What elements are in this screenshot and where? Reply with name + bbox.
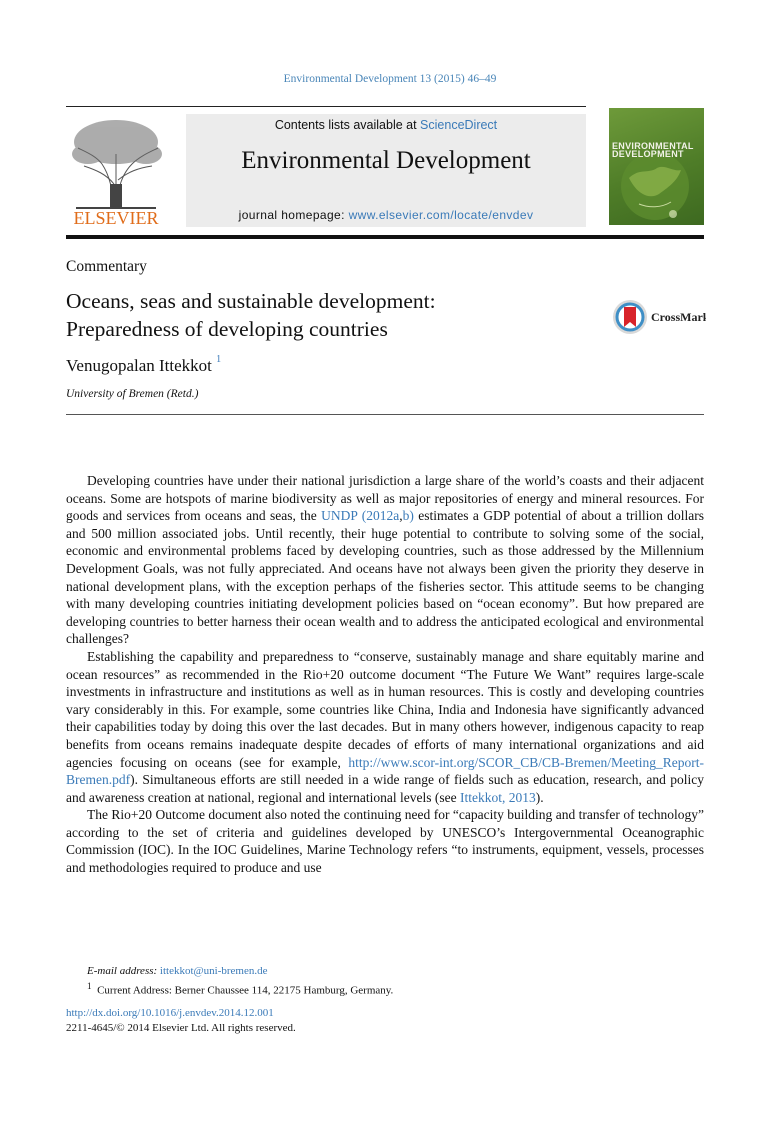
- crossmark-icon: [612, 299, 706, 335]
- author-name: [66, 356, 221, 376]
- undp-2012a-citation[interactable]: UNDP (2012a: [321, 508, 400, 524]
- p1-text-b: estimates a GDP potential of about a trillion dollars and 500 million associated jobs. Until recently, their huge potential to contribute to solving some of the social, economic and environmental problems faced by developing countries, such as those addressed by the Millennium Development Goals, was not fully appreciated. And oceans have not always been given the priority they deserve in national development plans, with the exception perhaps of the fisheries sector. This attitude seems to be changing with many developing countries initiating development policies based on “ocean economy”. But how prepared are developing countries to better harness their ocean wealth and to address the anticipated ecological and environmental challenges?: [66, 508, 704, 647]
- footnotes: [66, 964, 704, 999]
- ittekkot-2013-citation[interactable]: Ittekkot, 2013: [459, 789, 536, 805]
- p1-text-a: Developing countries have under their national jurisdiction a large share of the world’s coasts and their adjacent oceans. Some are hotspots of marine biodiversity as well as major repositories of energy and mineral resources. For goods and services from oceans and seas, the: [66, 473, 704, 524]
- p2-text-a: Establishing the capability and preparedness to “conserve, sustainably manage and share equitably marine and ocean resources” as recommended in the Rio+20 outcome document “The Future We Want” requires large-scale investments in infrastructure and institutions as well as in human resources. This is costly and developing countries vary considerably in this. For example, some countries like China, India and Indonesia have significantly advanced their capabilities today by doing this over the last decades. But in many others however, indigenous capacity to reap benefits from oceans remains inadequate despite decades of efforts of many international organizations and aid agencies focusing on oceans (see for example,: [66, 648, 704, 770]
- elsevier-tree-logo: [66, 114, 166, 226]
- body-paragraph-3: The Rio+20 Outcome document also noted the continuing need for “capacity building and transfer of technology” according to the set of criteria and guidelines developed by UNESCO’s Intergovernmental Oceanographic Commission (IOC). In the IOC Guidelines, Marine Technology refers “to instruments, equipment, vessels, processes and methodologies required to produce and use: [66, 807, 704, 876]
- p1-comma: ,: [399, 508, 403, 524]
- email-label: E-mail address:: [87, 965, 158, 977]
- sciencedirect-link[interactable]: ScienceDirect: [420, 118, 498, 132]
- header-thick-rule: [66, 235, 704, 239]
- contents-line: [186, 118, 586, 132]
- author-affiliation: University of Bremen (Retd.): [66, 388, 199, 400]
- cover-title: [612, 142, 702, 158]
- author-text: Venugopalan Ittekkot: [66, 356, 212, 375]
- homepage-link[interactable]: www.elsevier.com/locate/envdev: [348, 208, 534, 222]
- undp-2012b-citation[interactable]: b): [402, 508, 414, 524]
- journal-homepage: [186, 208, 586, 222]
- header-rule: [66, 106, 586, 107]
- p2-text-b: ). Simultaneous efforts are still needed in a wide range of fields such as education, research, and policy and awareness creation at national, regional and international levels (see: [66, 772, 704, 805]
- footnote-1-marker: 1: [87, 981, 92, 991]
- scor-report-link[interactable]: http://www.scor-int.org/SCOR_CB/CB-Bremen/Meeting_Report-Bremen.pdf: [66, 754, 704, 788]
- cover-title-line2: DEVELOPMENT: [612, 149, 684, 159]
- crossmark-label: CrossMark: [651, 310, 706, 324]
- article-title-line1: Oceans, seas and sustainable development:: [66, 289, 436, 313]
- article-title-line2: Preparedness of developing countries: [66, 317, 388, 341]
- journal-cover-image: [609, 108, 704, 225]
- author-footnote-marker[interactable]: 1: [216, 354, 222, 365]
- footnote-1-text: Current Address: Berner Chaussee 114, 22175 Hamburg, Germany.: [97, 984, 394, 997]
- homepage-prefix: journal homepage:: [238, 208, 349, 222]
- copyright-notice: 2211-4645/© 2014 Elsevier Ltd. All rights reserved.: [66, 1022, 296, 1034]
- article-footer: [66, 1006, 296, 1036]
- article-title: [66, 287, 586, 343]
- p2-text-c: ).: [535, 789, 544, 805]
- footnote-email: [66, 964, 704, 979]
- email-link[interactable]: ittekkot@uni-bremen.de: [159, 965, 268, 977]
- journal-citation[interactable]: Environmental Development 13 (2015) 46–49: [283, 73, 497, 85]
- footnote-1: [66, 979, 704, 999]
- doi-link[interactable]: http://dx.doi.org/10.1016/j.envdev.2014.12.001: [66, 1007, 274, 1019]
- article-section-type: Commentary: [66, 258, 147, 275]
- journal-title: Environmental Development: [241, 147, 531, 174]
- front-matter-rule: [66, 414, 704, 415]
- body-paragraph-1: [66, 472, 704, 648]
- elsevier-wordmark: ELSEVIER: [73, 208, 159, 226]
- cover-globe-graphic: [609, 108, 704, 225]
- body-paragraph-2: [66, 648, 704, 806]
- crossmark-button[interactable]: [612, 299, 706, 335]
- article-body: [66, 472, 704, 877]
- contents-prefix: Contents lists available at: [274, 118, 421, 132]
- cover-title-line1: ENVIRONMENTAL: [612, 141, 694, 151]
